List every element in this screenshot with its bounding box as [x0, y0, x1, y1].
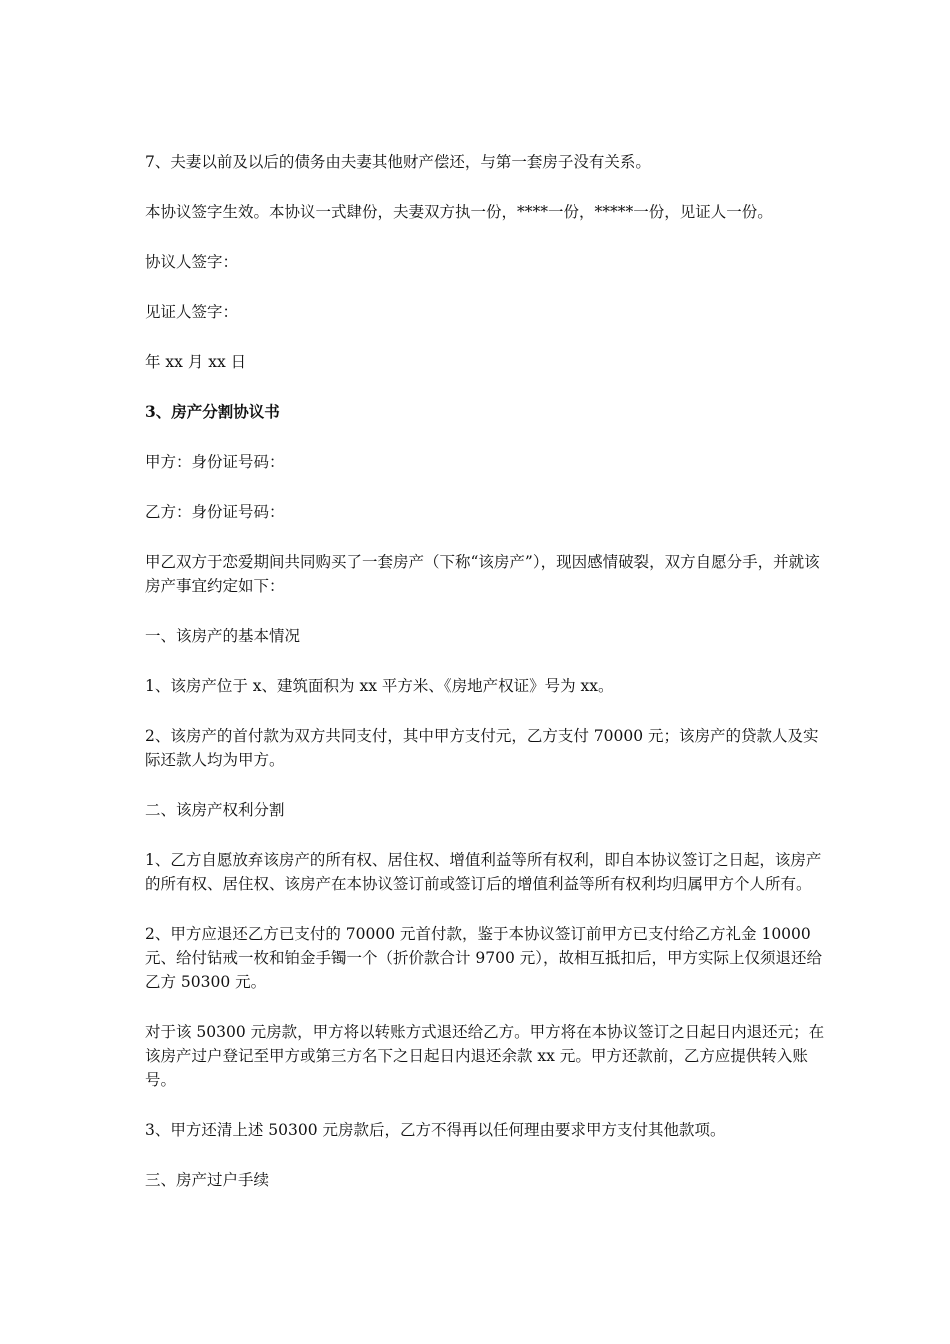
witness-signature-line: 见证人签字：	[145, 303, 239, 321]
section-title-property-agreement: 3、房产分割协议书	[145, 402, 280, 421]
clause-property-location: 1、该房产位于 x、建筑面积为 xx 平方米、《房地产权证》号为 xx。	[145, 677, 614, 695]
party-a-line: 甲方：身份证号码：	[145, 453, 285, 471]
heading-basic-info: 一、该房产的基本情况	[145, 627, 301, 645]
heading-transfer-procedure: 三、房产过户手续	[145, 1171, 270, 1189]
clause-transfer-method: 对于该 50300 元房款，甲方将以转账方式退还给乙方。甲方将在本协议签订之日起日内退还元；在该房产过户登记至甲方或第三方名下之日起日内退还余款 xx 元。甲方还款前，乙方应提供转入账号。	[145, 1023, 825, 1089]
heading-rights-division: 二、该房产权利分割	[145, 801, 285, 819]
preamble: 甲乙双方于恋爱期间共同购买了一套房产（下称“该房产”），现因感情破裂，双方自愿分手，并就该房产事宜约定如下：	[145, 553, 820, 595]
clause-no-further-claims: 3、甲方还清上述 50300 元房款后，乙方不得再以任何理由要求甲方支付其他款项。	[145, 1121, 726, 1139]
clause-refund: 2、甲方应退还乙方已支付的 70000 元首付款，鉴于本协议签订前甲方已支付给乙方礼金 10000 元、给付钻戒一枚和铂金手镯一个（折价款合计 9700 元），故相互抵扣后，甲方实际上仅须退还给乙方 50300 元。	[145, 925, 823, 991]
date-line: 年 xx 月 xx 日	[145, 353, 247, 371]
clause-rights-waiver: 1、乙方自愿放弃该房产的所有权、居住权、增值利益等所有权利，即自本协议签订之日起，该房产的所有权、居住权、该房产在本协议签订前或签订后的增值利益等所有权利均归属甲方个人所有。	[145, 851, 822, 893]
clause-7-debts: 7、夫妻以前及以后的债务由夫妻其他财产偿还，与第一套房子没有关系。	[145, 153, 651, 171]
clause-down-payment: 2、该房产的首付款为双方共同支付，其中甲方支付元，乙方支付 70000 元；该房产的贷款人及实际还款人均为甲方。	[145, 727, 819, 769]
document-body	[145, 150, 825, 1192]
effect-clause: 本协议签字生效。本协议一式肆份，夫妻双方执一份，****一份，*****一份，见证人一份。	[145, 203, 773, 221]
party-signature-line: 协议人签字：	[145, 253, 239, 271]
party-b-line: 乙方：身份证号码：	[145, 503, 285, 521]
